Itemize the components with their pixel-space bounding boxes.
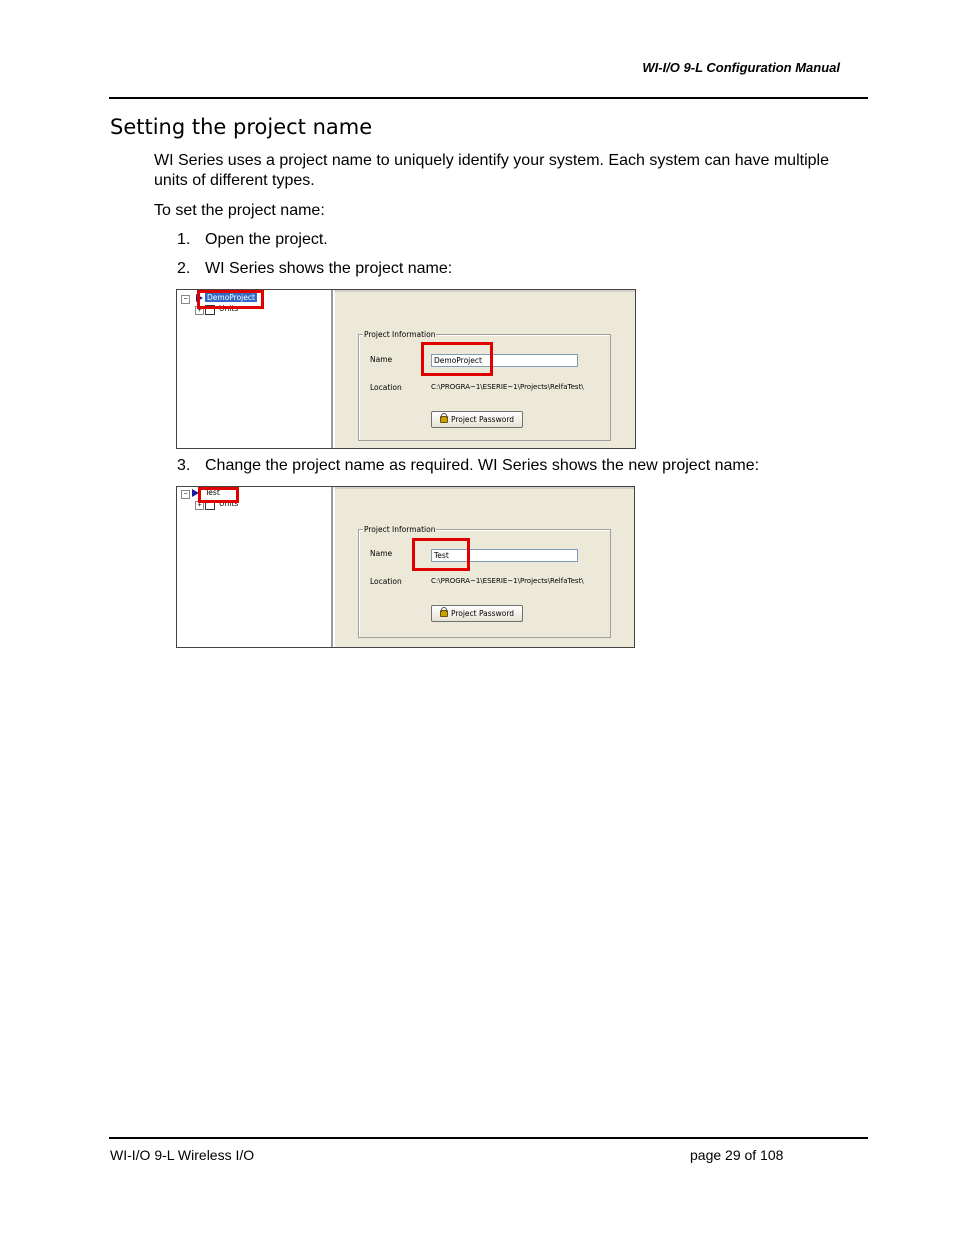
name-label: Name: [370, 355, 393, 364]
running-header: WI-I/O 9-L Configuration Manual: [642, 60, 840, 75]
project-password-button[interactable]: [431, 605, 523, 622]
project-tree: [177, 290, 333, 448]
collapse-icon[interactable]: −: [181, 490, 190, 499]
project-info-group: [358, 525, 611, 638]
location-value: C:\PROGRA~1\ESERIE~1\Projects\RelfaTest\: [431, 577, 584, 585]
tree-root-label: DemoProject: [207, 293, 255, 302]
step-text: WI Series shows the project name:: [205, 260, 453, 277]
step-text: Change the project name as required. WI Series shows the new project name:: [205, 457, 760, 474]
group-title: Project Information: [364, 525, 436, 534]
highlight-box: [421, 342, 493, 376]
step-text: Open the project.: [205, 231, 328, 248]
highlight-box: [197, 290, 264, 309]
tree-child-label[interactable]: Units: [219, 499, 239, 508]
instruction-lead: To set the project name:: [154, 202, 325, 219]
project-password-button[interactable]: [431, 411, 523, 428]
properties-panel: [334, 290, 635, 448]
screenshot-new-project-name: [176, 486, 635, 648]
step-number: 1.: [177, 231, 191, 248]
header-rule: [109, 97, 868, 99]
footer-product: WI-I/O 9-L Wireless I/O: [110, 1147, 255, 1163]
name-field[interactable]: Test: [431, 549, 578, 562]
lock-icon: [440, 610, 448, 617]
footer-page-number: page 29 of 108: [690, 1147, 784, 1163]
step-number: 3.: [177, 457, 191, 474]
highlight-box: [198, 487, 239, 503]
location-value: C:\PROGRA~1\ESERIE~1\Projects\RelfaTest\: [431, 383, 584, 391]
expand-icon[interactable]: +: [195, 501, 204, 510]
highlight-box: [412, 538, 470, 571]
section-title: Setting the project name: [110, 115, 373, 139]
screenshot-project-name: [176, 289, 636, 449]
location-label: Location: [370, 577, 402, 586]
tree-root-label: Test: [205, 488, 220, 497]
intro-paragraph: WI Series uses a project name to uniquely identify your system. Each system can have multiple units of different types.: [154, 152, 829, 189]
location-label: Location: [370, 383, 402, 392]
project-tree: [177, 487, 333, 647]
tree-child-label[interactable]: Units: [219, 304, 239, 313]
project-password-label: Project Password: [450, 609, 515, 618]
project-password-label: Project Password: [450, 415, 515, 424]
name-field[interactable]: DemoProject: [431, 354, 578, 367]
name-label: Name: [370, 549, 393, 558]
footer-rule: [109, 1137, 868, 1139]
properties-panel: [334, 487, 634, 647]
lock-icon: [440, 416, 448, 423]
step-number: 2.: [177, 260, 191, 277]
expand-icon[interactable]: +: [195, 306, 204, 315]
group-title: Project Information: [364, 330, 436, 339]
collapse-icon[interactable]: −: [181, 295, 190, 304]
